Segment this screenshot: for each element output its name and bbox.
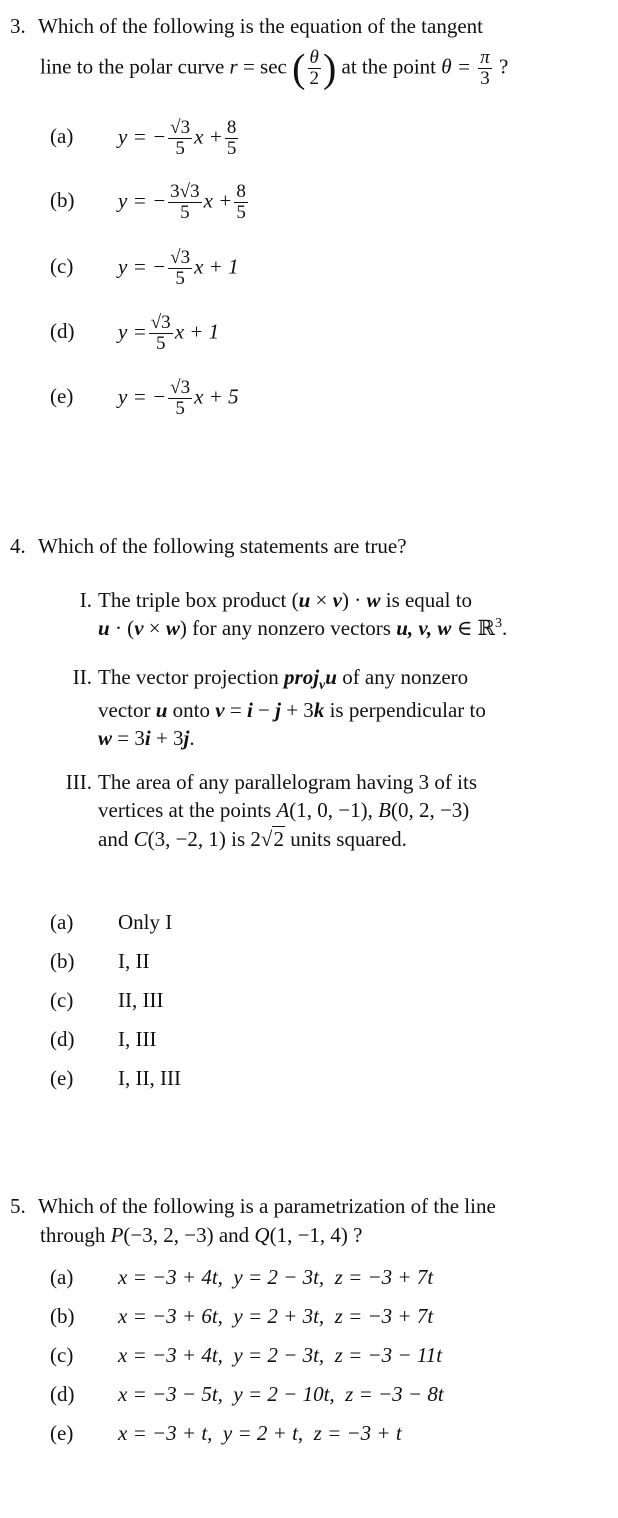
statement-iii-line1: The area of any parallelogram having 3 of its: [98, 770, 478, 794]
q4-option-d: [50, 1025, 156, 1053]
option-mid: x +: [203, 188, 233, 213]
q4-option-e: [50, 1064, 181, 1092]
option-label: (e): [50, 384, 74, 409]
option-label: (a): [50, 1265, 74, 1289]
option-label: (b): [50, 1304, 75, 1328]
coefficient-fraction: $\frac{√3}{5}$: [170, 117, 191, 159]
constant-fraction: $\frac{8}{5}$: [226, 117, 237, 159]
q5-option-c: [50, 1341, 442, 1369]
option-label: (c): [50, 1343, 74, 1367]
option-text: II, III: [118, 988, 164, 1012]
statement-ii-line1: The vector projection proj$_v$u of any nonzero: [98, 665, 469, 694]
statement-iii-line3: and C(3, −2, 1) is 2√2 units squared.: [98, 826, 407, 851]
q3-option-e: [50, 378, 239, 419]
option-mid: x + 1: [174, 319, 220, 344]
option-label: (a): [50, 910, 74, 934]
coefficient-fraction: $\frac{3√3}{5}$: [170, 181, 200, 223]
statement-i-line2: u · (v × w) for any nonzero vectors u, v, w ∈ ℝ$^3$.: [98, 616, 508, 641]
option-label: (a): [50, 124, 74, 149]
q3-curve-eq: = sec: [242, 54, 287, 79]
option-label: (c): [50, 988, 74, 1012]
q4-option-c: [50, 986, 163, 1014]
q3-option-d: [50, 313, 219, 354]
statement-iii-line2: vertices at the points A(1, 0, −1), B(0, 2, −3): [98, 798, 470, 823]
option-text: Only I: [118, 910, 173, 934]
option-label: (b): [50, 949, 75, 973]
q4-option-a: [50, 908, 172, 936]
q5-stem-text1: Which of the following is a parametrization of the line: [38, 1194, 496, 1218]
q3-stem-line2: [40, 45, 509, 91]
option-text: I, II: [118, 949, 150, 973]
coefficient-fraction: $\frac{√3}{5}$: [170, 247, 191, 289]
option-label: (d): [50, 319, 75, 344]
q3-option-b: [50, 182, 250, 223]
q5-option-d: [50, 1380, 444, 1408]
left-paren: (: [292, 45, 306, 91]
option-text: x = −3 + 4t, y = 2 − 3t, z = −3 + 7t: [118, 1265, 434, 1289]
q3-stem-text1: Which of the following is the equation of the tangent: [38, 14, 483, 38]
option-prefix: y =: [118, 319, 147, 344]
option-prefix: y = −: [118, 254, 167, 279]
statement-i: [98, 586, 608, 643]
q5-option-e: [50, 1419, 402, 1447]
q4-option-b: [50, 947, 149, 975]
option-prefix: y = −: [118, 384, 167, 409]
statement-ii: [98, 663, 608, 753]
q5-number: 5.: [10, 1194, 26, 1218]
option-text: x = −3 − 5t, y = 2 − 10t, z = −3 − 8t: [118, 1382, 444, 1406]
q3-qmark: ?: [499, 54, 509, 79]
q3-stem-text2b: at the point: [341, 54, 437, 79]
q5-stem-line1: [10, 1192, 600, 1220]
q3-stem-line1: [10, 12, 600, 40]
q4-stem: [10, 532, 600, 560]
q3-point-theta: θ =: [441, 54, 472, 79]
statement-ii-line2: vector u onto v = i − j + 3k is perpendicular to: [98, 698, 486, 723]
pi-over-3: $\frac{\pi}{3}$: [480, 47, 490, 89]
q4-number: 4.: [10, 534, 26, 558]
option-label: (b): [50, 188, 75, 213]
option-label: (c): [50, 254, 74, 279]
option-prefix: y = −: [118, 188, 167, 213]
option-label: (e): [50, 1421, 74, 1445]
q5-option-b: [50, 1302, 433, 1330]
option-text: I, II, III: [118, 1066, 181, 1090]
statement-ii-roman: II.: [72, 665, 92, 689]
option-text: x = −3 + 6t, y = 2 + 3t, z = −3 + 7t: [118, 1304, 434, 1328]
q3-curve-r: r: [229, 54, 238, 79]
q3-option-c: [50, 248, 239, 289]
statement-ii-line3: w = 3i + 3j.: [98, 726, 195, 751]
option-prefix: y = −: [118, 124, 167, 149]
statement-iii: [98, 768, 608, 853]
option-mid: x + 1: [194, 254, 239, 279]
q3-stem-text2a: line to the polar curve: [40, 54, 225, 79]
option-label: (d): [50, 1382, 75, 1406]
q5-stem-text2: through P(−3, 2, −3) and Q(1, −1, 4) ?: [40, 1223, 363, 1247]
constant-fraction: $\frac{8}{5}$: [236, 181, 246, 223]
option-text: x = −3 + t, y = 2 + t, z = −3 + t: [118, 1421, 402, 1445]
q4-stem-text: Which of the following statements are true?: [38, 534, 407, 558]
option-mid: x +: [194, 124, 223, 149]
option-mid: x + 5: [194, 384, 239, 409]
statement-i-line1: The triple box product (u × v) · w is equal to: [98, 588, 473, 612]
right-paren: ): [322, 45, 337, 91]
q3-number: 3.: [10, 14, 26, 38]
q3-option-a: [50, 118, 240, 159]
q5-stem-line2: [40, 1221, 362, 1249]
q5-option-a: [50, 1263, 433, 1291]
option-label: (d): [50, 1027, 75, 1051]
option-text: x = −3 + 4t, y = 2 − 3t, z = −3 − 11t: [118, 1343, 443, 1367]
option-label: (e): [50, 1066, 74, 1090]
coefficient-fraction: $\frac{√3}{5}$: [150, 312, 171, 354]
coefficient-fraction: $\frac{√3}{5}$: [170, 377, 191, 419]
statement-iii-roman: III.: [65, 770, 92, 794]
option-text: I, III: [118, 1027, 157, 1051]
statement-i-roman: I.: [79, 588, 92, 612]
theta-over-2: $\frac{\theta}{2}$: [309, 47, 319, 89]
